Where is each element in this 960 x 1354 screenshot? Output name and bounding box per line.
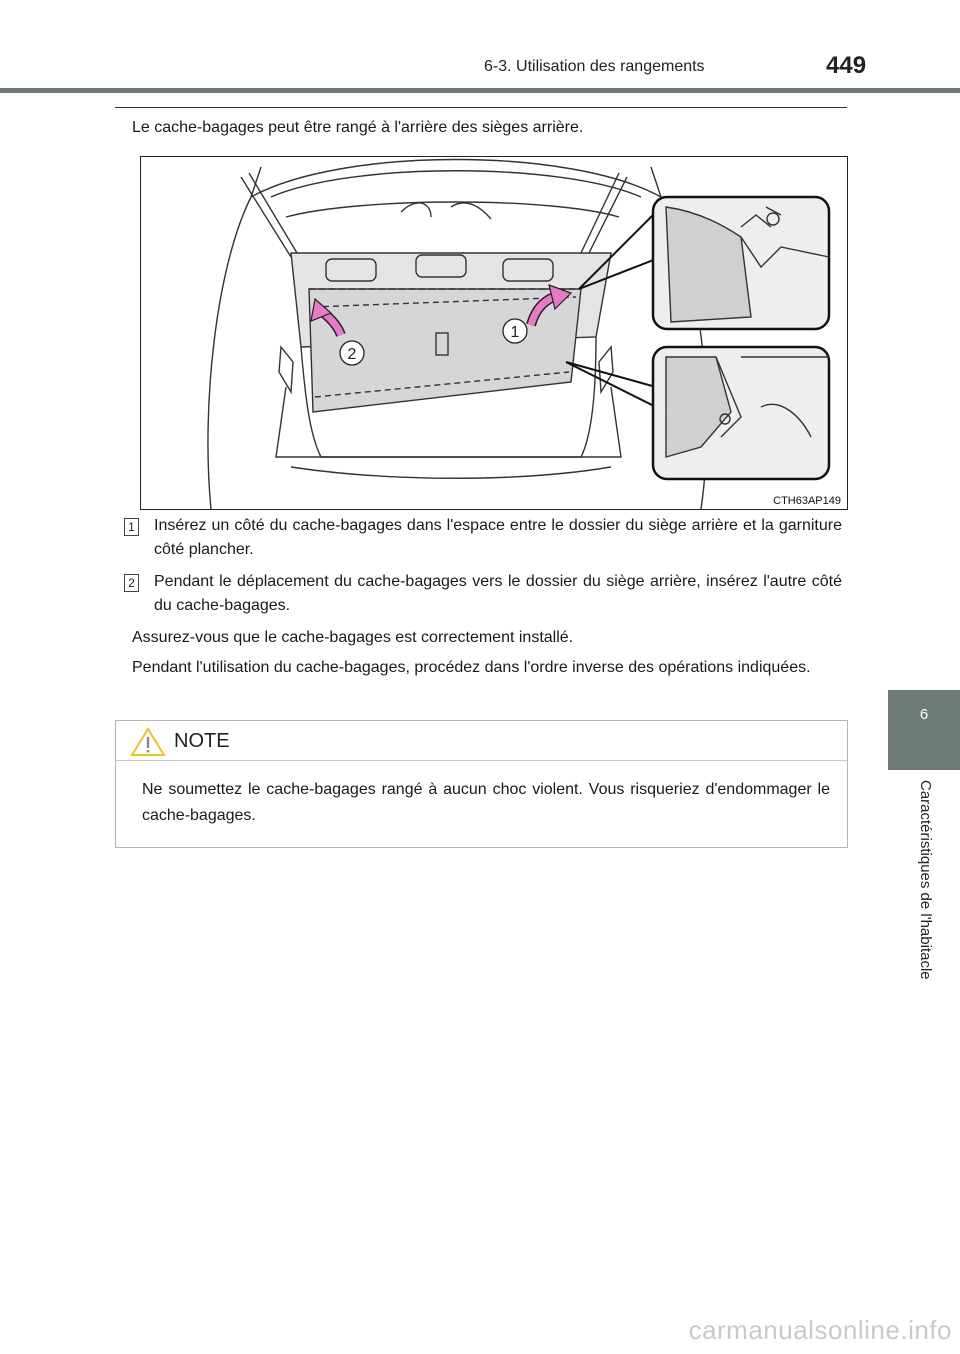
paragraph-removal: Pendant l'utilisation du cache-bagages, procédez dans l'ordre inverse des opérations indiquées. [132, 659, 811, 676]
note-box [115, 720, 848, 848]
chapter-label [910, 780, 940, 1010]
warning-triangle-icon [130, 727, 166, 757]
step-number-badge: 2 [124, 574, 139, 592]
chapter-label-text: Caractéristiques de l'habitacle [917, 780, 934, 980]
watermark: carmanualsonline.info [688, 1315, 952, 1345]
step-2-text: Pendant le déplacement du cache-bagages vers le dossier du siège arrière, insérez l'autre côté du cache-bagages. [154, 573, 842, 614]
intro-text: Le cache-bagages peut être rangé à l'arrière des sièges arrière. [132, 119, 584, 136]
callout-2: 2 [347, 346, 357, 363]
top-rule [115, 107, 847, 108]
step-number-badge: 1 [124, 518, 139, 536]
figure-code: CTH63AP149 [773, 495, 841, 507]
step-1-text: Insérez un côté du cache-bagages dans l'espace entre le dossier du siège arrière et la garniture côté plancher. [154, 517, 842, 558]
step-2 [128, 570, 842, 618]
trunk-drawing [141, 157, 847, 509]
callout-1: 1 [510, 324, 520, 341]
chapter-number: 6 [919, 706, 929, 723]
paragraph-check: Assurez-vous que le cache-bagages est correctement installé. [132, 629, 574, 646]
note-divider [116, 760, 847, 761]
section-title: 6-3. Utilisation des rangements [484, 58, 705, 75]
trunk-illustration [140, 156, 848, 510]
step-1 [128, 514, 842, 562]
note-title: NOTE [174, 730, 230, 752]
page-number: 449 [826, 52, 867, 79]
note-text: Ne soumettez le cache-bagages rangé à aucun choc violent. Vous risqueriez d'endommager le cache-bagages. [142, 781, 830, 824]
chapter-tab [888, 690, 960, 770]
header-rule [0, 88, 960, 93]
